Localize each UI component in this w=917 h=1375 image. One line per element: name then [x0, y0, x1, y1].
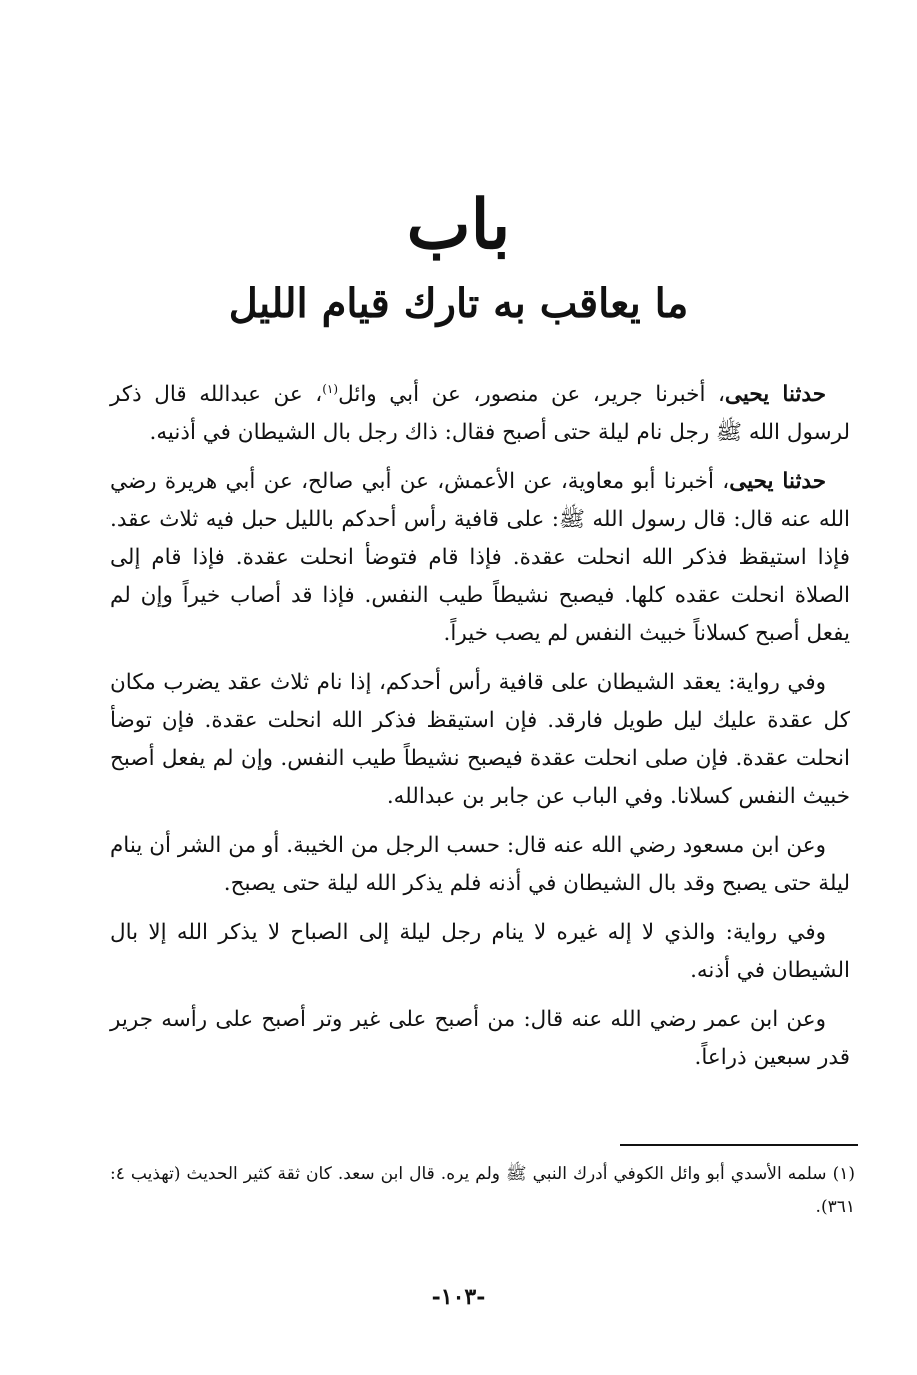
paragraph-text: وفي رواية: والذي لا إله غيره لا ينام رجل ليلة إلى الصباح لا يذكر الله إلا بال الشيطان في أذنه. — [110, 920, 850, 983]
page-number: -١٠٣- — [431, 1284, 486, 1310]
paragraph-text: وعن ابن عمر رضي الله عنه قال: من أصبح على غير وتر أصبح على رأسه جرير قدر سبعين ذراعاً. — [110, 1007, 850, 1070]
paragraph-text-tail: ، عن عبدالله قال ذكر لرسول الله ﷺ رجل نام ليلة حتى أصبح فقال: ذاك رجل بال الشيطان في أذنيه. — [110, 382, 850, 445]
paragraph — [110, 1001, 850, 1077]
paragraph — [110, 827, 850, 903]
footnote-reference: (١) — [322, 381, 339, 396]
paragraph — [110, 463, 850, 653]
paragraph — [110, 376, 850, 452]
paragraph — [110, 664, 850, 816]
paragraph-text: وفي رواية: يعقد الشيطان على قافية رأس أحدكم، إذا نام ثلاث عقد يضرب مكان كل عقدة عليك ليل طويل فارقد. فإن استيقظ فذكر الله انحلت عقدة. فإن توضأ انحلت عقدة. فإن صلى انحلت عقدة فيصبح نشيطاً طيب النفس. وإن لم يفعل أصبح خبيث النفس كسلانا. وفي الباب عن جابر بن عبدالله. — [110, 670, 850, 809]
paragraph-text: ، أخبرنا أبو معاوية، عن الأعمش، عن أبي صالح، عن أبي هريرة رضي الله عنه قال: قال رسول الله ﷺ: على قافية رأس أحدكم بالليل حبل فيه ثلاث عقد. فإذا استيقظ فذكر الله انحلت عقدة. فإذا قام فتوضأ انحلت عقدة. فإذا قام إلى الصلاة انحلت عقده كلها. فيصبح نشيطاً طيب النفس. فإذا قد أصاب خيراً وإن لم يفعل أصبح كسلاناً خبيث النفس لم يصب خيراً. — [110, 469, 850, 646]
paragraph — [110, 914, 850, 990]
paragraph-text: ، أخبرنا جرير، عن منصور، عن أبي وائل — [338, 382, 725, 407]
paragraph-lead: حدثنا يحيى — [729, 469, 827, 494]
body-text — [110, 376, 850, 1088]
footnote: (١) سلمه الأسدي أبو وائل الكوفي أدرك النبي ﷺ ولم يره. قال ابن سعد. كان ثقة كثير الحديث (تهذيب ٤: ٣٦١). — [110, 1164, 855, 1217]
footnote-divider — [620, 1144, 858, 1146]
chapter-subtitle: ما يعاقب به تارك قيام الليل — [228, 280, 689, 327]
paragraph-text: وعن ابن مسعود رضي الله عنه قال: حسب الرجل من الخيبة. أو من الشر أن ينام ليلة حتى يصبح وقد بال الشيطان في أذنه فلم يذكر الله ليلة حتى يصبح. — [110, 833, 850, 896]
chapter-heading: باب — [406, 185, 511, 265]
paragraph-lead: حدثنا يحيى — [724, 382, 826, 407]
